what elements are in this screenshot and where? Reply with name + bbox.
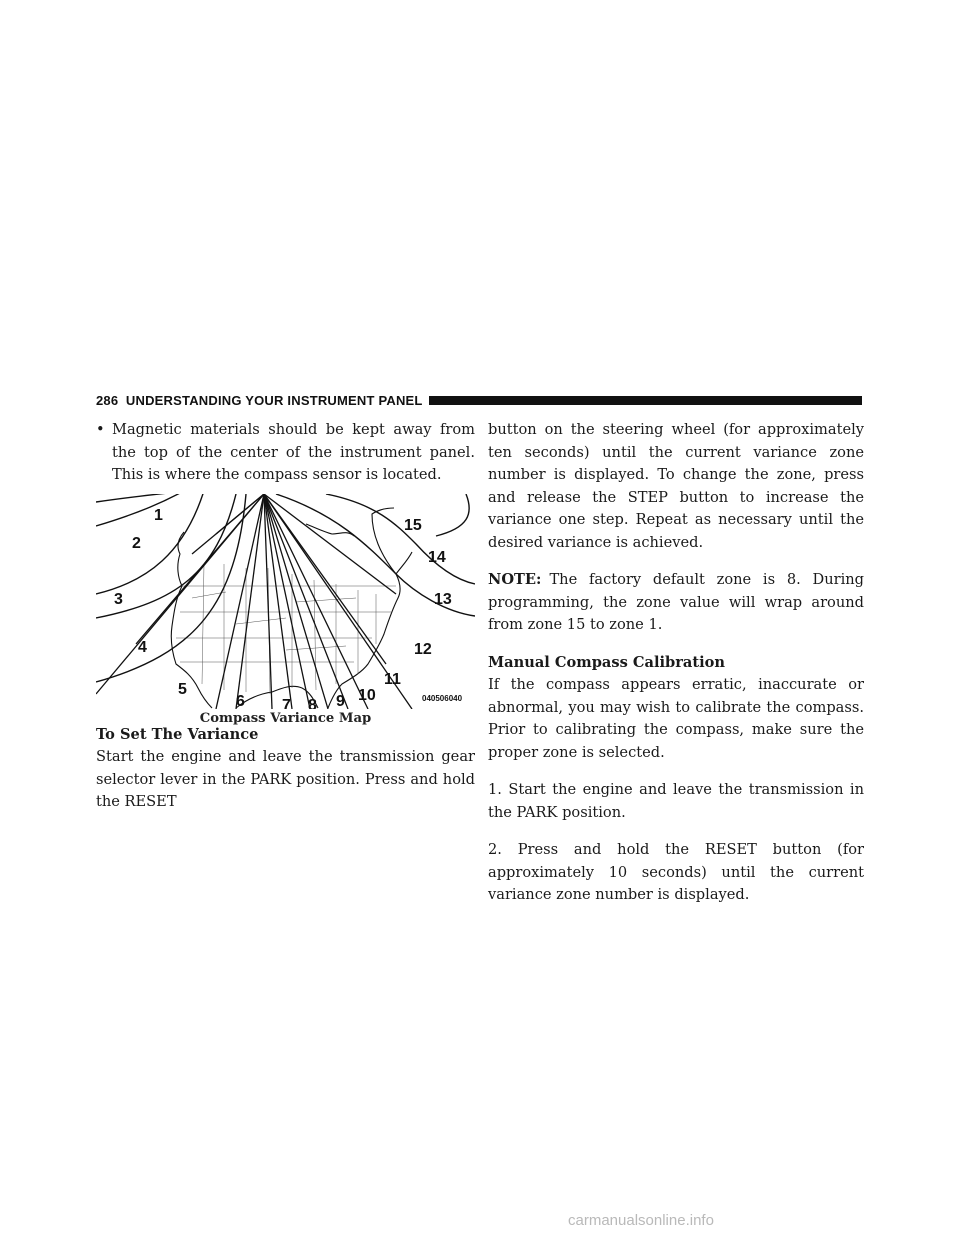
zone-label: 3 <box>114 590 123 608</box>
bullet-item <box>96 419 475 487</box>
zone-label: 2 <box>132 534 141 552</box>
compass-variance-map <box>96 494 475 709</box>
watermark: carmanualsonline.info <box>568 1212 714 1229</box>
section-title: UNDERSTANDING YOUR INSTRUMENT PANEL <box>125 392 423 408</box>
zone-label: 11 <box>384 670 401 688</box>
bullet-text: Magnetic materials should be kept away from the top of the center of the instrument panel. This is where the compass sensor is located. <box>112 421 475 483</box>
note-paragraph <box>488 569 864 637</box>
map-state-borders <box>176 564 396 694</box>
zone-label: 15 <box>404 516 422 534</box>
body-paragraph: If the compass appears erratic, inaccurate or abnormal, you may wish to calibrate the compass. Prior to calibrating the compass, make sure the proper zone is selected. <box>488 676 864 761</box>
figure-caption: Compass Variance Map <box>199 710 372 726</box>
zone-label: 13 <box>434 590 452 608</box>
section-heading: To Set The Variance <box>96 725 259 743</box>
zone-label: 14 <box>428 548 446 566</box>
zone-label: 1 <box>154 506 163 524</box>
zone-label: 8 <box>308 696 317 709</box>
map-isogonic-lines <box>96 494 412 709</box>
zone-label: 6 <box>236 692 245 709</box>
zone-label: 9 <box>336 692 345 709</box>
zone-label: 10 <box>358 686 376 704</box>
page-header <box>96 391 862 409</box>
right-column <box>488 419 864 907</box>
note-text: The factory default zone is 8. During programming, the zone value will wrap around from zone 15 to zone 1. <box>488 571 864 633</box>
left-column <box>96 419 475 814</box>
compass-variance-map-figure <box>96 494 475 724</box>
page-number: 286 <box>96 392 119 408</box>
body-paragraph: button on the steering wheel (for approximately ten seconds) until the current variance zone number is displayed. To change the zone, press and release the STEP button to increase the variance one step. Repeat as necessary until the desired variance is achieved. <box>488 421 864 551</box>
section-heading: Manual Compass Calibration <box>488 653 726 671</box>
note-label: NOTE: <box>488 571 542 588</box>
step-item: 1. Start the engine and leave the transmission in the PARK position. <box>488 781 864 821</box>
body-paragraph: Start the engine and leave the transmission gear selector lever in the PARK position. Press and hold the RESET <box>96 748 475 810</box>
step-item: 2. Press and hold the RESET button (for approximately 10 seconds) until the current variance zone number is displayed. <box>488 841 864 903</box>
page-header-label <box>96 393 423 408</box>
figure-code: 040506040 <box>422 693 463 703</box>
map-zone-labels <box>114 507 452 709</box>
zone-label: 5 <box>178 680 187 698</box>
zone-label: 4 <box>138 638 147 656</box>
bullet-marker: • <box>96 421 105 438</box>
zone-label: 7 <box>282 696 291 709</box>
header-rule <box>429 396 862 405</box>
zone-label: 12 <box>414 640 432 658</box>
